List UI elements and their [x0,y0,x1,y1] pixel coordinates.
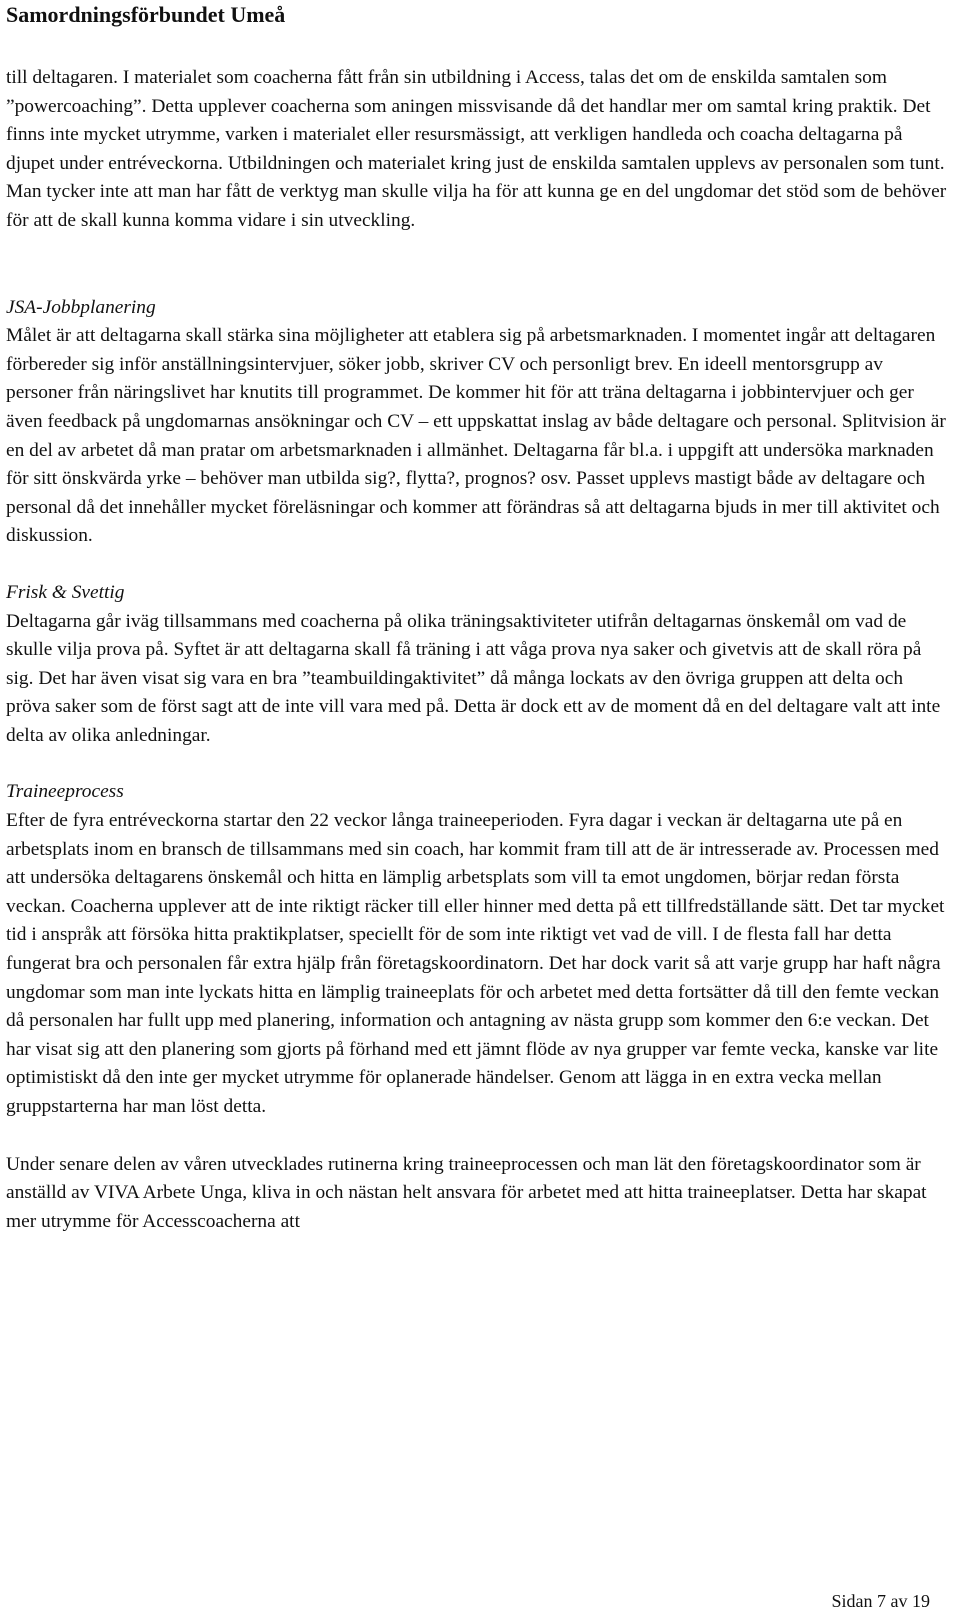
section-paragraph-jobbplanering: Målet är att deltagarna skall stärka sina möjligheter att etablera sig på arbetsmarknaden. I momentet ingår att deltagaren förbereder sig inför anställningsintervjuer, söker jobb, skriver CV och personligt brev. En ideell mentorsgrupp av personer från näringslivet har knutits till programmet. De kommer hit för att träna deltagarna i jobbintervjuer och ger även feedback på ungdomarnas ansökningar och CV – ett uppskattat inslag av både deltagare och personal. Splitvision är en del av arbetet då man pratar om arbetsmarknaden i allmänhet. Deltagarna får bl.a. i uppgift att undersöka marknaden för sitt önskvärda yrke – behöver man utbilda sig?, flytta?, prognos? osv. Passet upplevs mastigt både av deltagare och personal då det innehåller mycket föreläsningar och kommer att förändras så att deltagarna bjuds in mer till aktivitet och diskussion. [6,325,946,547]
section-title-jobbplanering: JSA-Jobbplanering [6,296,156,318]
document-body [6,64,950,1236]
page-number: Sidan 7 av 19 [831,1591,930,1611]
document-header-title: Samordningsförbundet Umeå [6,2,286,27]
section-title-traineeprocess: Traineeprocess [6,781,124,803]
section-title-frisk-svettig: Frisk & Svettig [6,581,125,603]
section-paragraph-frisk-svettig: Deltagarna går iväg tillsammans med coacherna på olika träningsaktiviteter utifrån deltagarnas önskemål om vad de skulle vilja prova på. Syftet är att deltagarna skall få träning i att våga prova nya saker och givetvis att de skall röra på sig. Det har även visat sig vara en bra ”teambuildingaktivitet” då många lockats av den övriga gruppen att delta och pröva saker som de först sagt att de inte vill vara med på. Detta är dock ett av de moment då en del deltagare valt att inte delta av olika anledningar. [6,610,941,746]
spacer [6,1122,950,1151]
section-paragraph-traineeprocess: Efter de fyra entréveckorna startar den 22 veckor långa traineeperioden. Fyra dagar i veckan är deltagarna ute på en arbetsplats inom en bransch de tillsammans med sin coach, har kommit fram till att de är intresserade av. Processen med att undersöka deltagarens önskemål och hitta en lämplig arbetsplats som vill ta emot ungdomen, börjar redan första veckan. Coacherna upplever att de inte riktigt räcker till eller hinner med detta på ett tillfredställande sätt. Det tar mycket tid i anspråk att försöka hitta praktikplatser, speciellt för de som inte riktigt vet vad de vill. I de flesta fall har detta fungerat bra och personalen får extra hjälp från företagskoordinatorn. Det har dock varit så att varje grupp har haft några ungdomar som man inte lyckats hitta en lämplig traineeplats för och arbetet med detta fortsätter då till den femte veckan då personalen har fullt upp med planering, information och antagning av nästa grupp som kommer den 6:e veckan. Det har visat sig att den planering som gjorts på förhand med ett jämnt flöde av nya grupper var femte vecka, kanske var lite optimistiskt då den inte ger mycket utrymme för oplanerade händelser. Genom att lägga in en extra vecka mellan gruppstarterna har man löst detta. [6,810,945,1117]
section-paragraph-traineeprocess-continued: Under senare delen av våren utvecklades rutinerna kring traineeprocessen och man lät den företagskoordinator som är anställd av VIVA Arbete Unga, kliva in och nästan helt ansvara för arbetet med att hitta traineeplatser. Detta har skapat mer utrymme för Accesscoacherna att [6,1153,927,1232]
spacer [6,551,950,579]
spacer [6,236,950,294]
intro-paragraph: till deltagaren. I materialet som coacherna fått från sin utbildning i Access, talas det om de enskilda samtalen som ”powercoaching”. Detta upplever coacherna som aningen missvisande då det handlar mer om samtal kring praktik. Det finns inte mycket utrymme, varken i materialet eller resursmässigt, att verkligen handleda och coacha deltagarna på djupet under entréveckorna. Utbildningen och materialet kring just de enskilda samtalen upplevs av personalen som tunt. Man tycker inte att man har fått de verktyg man skulle vilja ha för att kunna ge en del ungdomar det stöd som de behöver för att de skall kunna komma vidare i sin utveckling. [6,67,947,231]
spacer [6,750,950,778]
